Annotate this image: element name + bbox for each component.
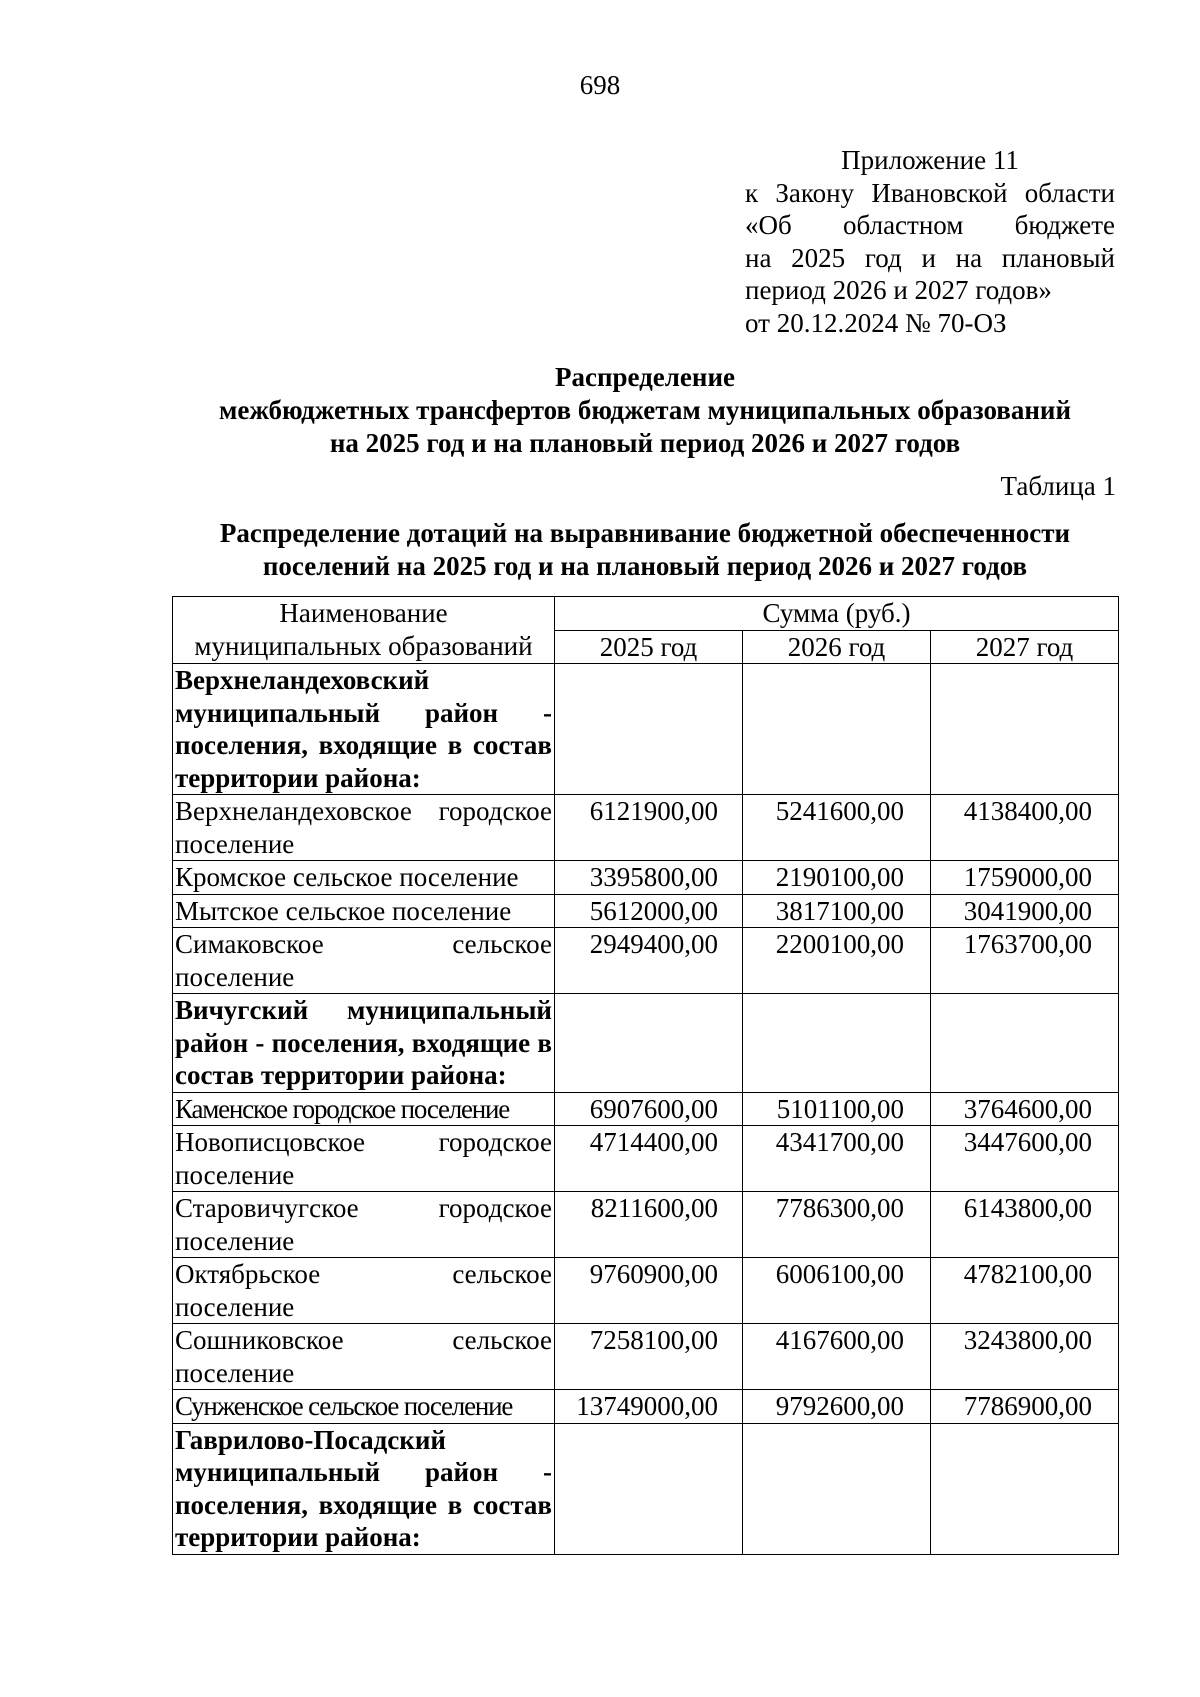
table-title bbox=[0, 517, 1200, 583]
header-name bbox=[173, 597, 555, 664]
header-2027: 2027 год bbox=[931, 631, 1119, 664]
settlement-name-cell: Верхнеландеховское городское поселение bbox=[173, 795, 555, 861]
header-name-line: Наименование bbox=[279, 598, 448, 628]
value-cell-2025: 4714400,00 bbox=[555, 1126, 743, 1192]
value-cell-2025: 3395800,00 bbox=[555, 861, 743, 895]
value-cell-2026: 5101100,00 bbox=[743, 1092, 931, 1126]
value-cell-2026: 5241600,00 bbox=[743, 795, 931, 861]
value-cell-2026 bbox=[743, 1423, 931, 1554]
settlement-name-cell: Кромское сельское поселение bbox=[173, 861, 555, 895]
value-cell-2026: 6006100,00 bbox=[743, 1258, 931, 1324]
value-cell-2026: 2190100,00 bbox=[743, 861, 931, 895]
table-row bbox=[173, 861, 1119, 895]
value-cell-2027: 3764600,00 bbox=[931, 1092, 1119, 1126]
value-cell-2027: 4782100,00 bbox=[931, 1258, 1119, 1324]
value-cell-2026: 4341700,00 bbox=[743, 1126, 931, 1192]
settlement-name-cell: Мытское сельское поселение bbox=[173, 894, 555, 928]
header-2025: 2025 год bbox=[555, 631, 743, 664]
settlement-name-cell: Октябрьское сельское поселение bbox=[173, 1258, 555, 1324]
appendix-line: «Об областном бюджете bbox=[745, 210, 1115, 240]
value-cell-2026 bbox=[743, 664, 931, 795]
main-title-line: Распределение bbox=[554, 362, 736, 392]
value-cell-2027 bbox=[931, 664, 1119, 795]
header-name-line: муниципальных образований bbox=[194, 631, 533, 661]
value-cell-2025 bbox=[555, 1423, 743, 1554]
appendix-line: от 20.12.2024 № 70-ОЗ bbox=[745, 307, 1007, 338]
table-row bbox=[173, 928, 1119, 994]
value-cell-2027: 3243800,00 bbox=[931, 1324, 1119, 1390]
subsidy-table bbox=[172, 596, 1119, 1555]
main-title-line: на 2025 год и на плановый период 2026 и 2027 годов bbox=[329, 428, 961, 458]
table-group-row bbox=[173, 664, 1119, 795]
table-title-line: поселений на 2025 год и на плановый период 2026 и 2027 годов bbox=[262, 551, 1028, 581]
appendix-line: Приложение 11 bbox=[841, 145, 1019, 175]
settlement-name-cell: Новописцовское городское поселение bbox=[173, 1126, 555, 1192]
appendix-line: на 2025 год и на плановый bbox=[745, 242, 1115, 273]
value-cell-2025: 2949400,00 bbox=[555, 928, 743, 994]
settlement-name-cell: Сунженское сельское поселение bbox=[173, 1390, 555, 1424]
page-number: 698 bbox=[579, 70, 621, 100]
main-title-line: межбюджетных трансфертов бюджетам муниципальных образований bbox=[218, 395, 1072, 425]
value-cell-2027: 1759000,00 bbox=[931, 861, 1119, 895]
value-cell-2025: 13749000,00 bbox=[555, 1390, 743, 1424]
value-cell-2025: 9760900,00 bbox=[555, 1258, 743, 1324]
value-cell-2026: 2200100,00 bbox=[743, 928, 931, 994]
table-row bbox=[173, 1258, 1119, 1324]
settlement-name-cell: Сошниковское сельское поселение bbox=[173, 1324, 555, 1390]
appendix-line: период 2026 и 2027 годов» bbox=[745, 275, 1052, 305]
value-cell-2025: 7258100,00 bbox=[555, 1324, 743, 1390]
value-cell-2027: 1763700,00 bbox=[931, 928, 1119, 994]
table-body bbox=[173, 664, 1119, 1555]
value-cell-2027 bbox=[931, 1423, 1119, 1554]
value-cell-2026 bbox=[743, 994, 931, 1093]
table-row bbox=[173, 1390, 1119, 1424]
district-name-cell: Вичугский муниципальный район - поселения, входящие в состав территории района: bbox=[173, 994, 555, 1093]
value-cell-2027: 4138400,00 bbox=[931, 795, 1119, 861]
main-title bbox=[0, 361, 1200, 460]
table-title-line: Распределение дотаций на выравнивание бюджетной обеспеченности bbox=[219, 518, 1071, 548]
table-group-row bbox=[173, 994, 1119, 1093]
value-cell-2026: 3817100,00 bbox=[743, 894, 931, 928]
value-cell-2027: 3447600,00 bbox=[931, 1126, 1119, 1192]
table-row bbox=[173, 894, 1119, 928]
value-cell-2025: 6121900,00 bbox=[555, 795, 743, 861]
value-cell-2026: 9792600,00 bbox=[743, 1390, 931, 1424]
district-name-cell: Гаврилово-Посадский муниципальный район - поселения, входящие в состав территории района: bbox=[173, 1423, 555, 1554]
table-row bbox=[173, 1192, 1119, 1258]
value-cell-2025 bbox=[555, 664, 743, 795]
value-cell-2026: 4167600,00 bbox=[743, 1324, 931, 1390]
settlement-name-cell: Старовичугское городское поселение bbox=[173, 1192, 555, 1258]
table-row bbox=[173, 1126, 1119, 1192]
value-cell-2025: 5612000,00 bbox=[555, 894, 743, 928]
value-cell-2026: 7786300,00 bbox=[743, 1192, 931, 1258]
header-2026: 2026 год bbox=[743, 631, 931, 664]
table-row bbox=[173, 795, 1119, 861]
value-cell-2027: 7786900,00 bbox=[931, 1390, 1119, 1424]
settlement-name-cell: Симаковское сельское поселение bbox=[173, 928, 555, 994]
table-group-row bbox=[173, 1423, 1119, 1554]
value-cell-2025: 8211600,00 bbox=[555, 1192, 743, 1258]
district-name-cell: Верхнеландеховский муниципальный район - поселения, входящие в состав территории района: bbox=[173, 664, 555, 795]
value-cell-2027: 6143800,00 bbox=[931, 1192, 1119, 1258]
table-row bbox=[173, 1092, 1119, 1126]
appendix-line: к Закону Ивановской области bbox=[745, 177, 1115, 208]
value-cell-2025: 6907600,00 bbox=[555, 1092, 743, 1126]
settlement-name-cell: Каменское городское поселение bbox=[173, 1092, 555, 1126]
header-sum: Сумма (руб.) bbox=[555, 597, 1119, 631]
value-cell-2025 bbox=[555, 994, 743, 1093]
value-cell-2027: 3041900,00 bbox=[931, 894, 1119, 928]
value-cell-2027 bbox=[931, 994, 1119, 1093]
table-label: Таблица 1 bbox=[1000, 471, 1116, 501]
table-row bbox=[173, 1324, 1119, 1390]
appendix-block bbox=[745, 144, 1115, 339]
